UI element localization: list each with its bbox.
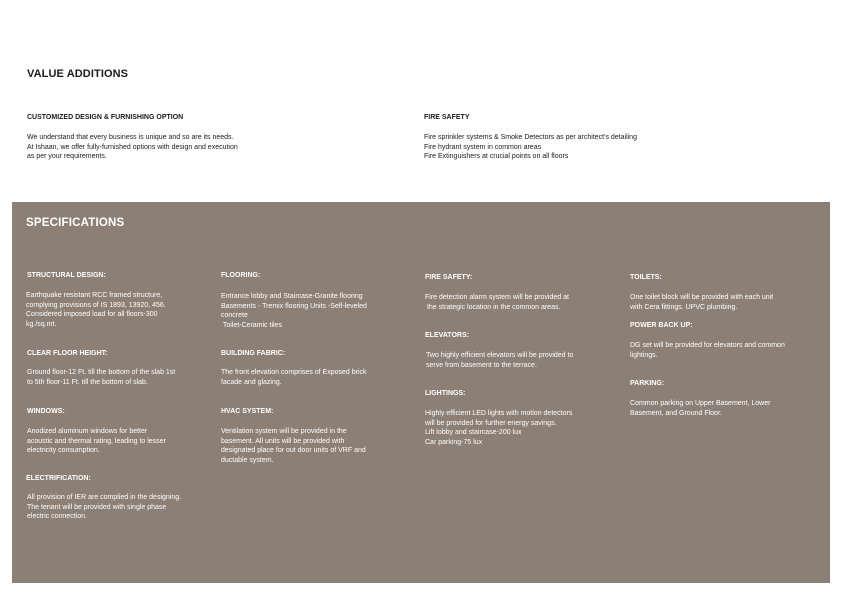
text-line: lightings. — [630, 351, 658, 359]
text-line: Two highly efficient elevators will be provided to — [426, 352, 574, 359]
text-line: Toilet-Ceramic tiles — [221, 322, 282, 330]
electrification-heading: ELECTRIFICATION: — [26, 475, 91, 482]
fire-safety-heading: FIRE SAFETY — [424, 114, 470, 121]
specifications-panel — [12, 202, 830, 583]
text-line: All provision of IER are complied in the designing. — [27, 494, 182, 501]
text-line: Fire hydrant system in common areas — [424, 143, 542, 151]
text-line: kg./sq.mt. — [26, 321, 57, 329]
text-line: electric connection. — [27, 513, 87, 521]
text-line: basement. All units will be provided with — [221, 437, 345, 445]
toilets-heading: TOILETS: — [630, 274, 662, 281]
text-line: The front elevation comprises of Exposed brick — [221, 369, 367, 376]
flooring-heading: FLOORING: — [221, 272, 261, 279]
text-line: acoustic and thermal rating, leading to lesser — [27, 437, 166, 445]
text-line: the strategic location in the common areas. — [425, 303, 561, 311]
text-line: Basements - Tremix flooring Units -Self-leveled — [221, 302, 367, 310]
text-line: One toilet block will be provided with each unit — [630, 294, 774, 301]
text-line: ductable system. — [221, 457, 274, 465]
text-line: Fire sprinkler systems & Smoke Detectors as per architect's detailing — [424, 134, 637, 141]
parking-heading: PARKING: — [630, 380, 665, 387]
elevators-text — [426, 351, 573, 370]
power-backup-heading: POWER BACK UP: — [630, 322, 693, 329]
text-line: At Ishaan, we offer fully-furnished options with design and execution — [27, 143, 238, 151]
text-line: Entrance lobby and Staircase-Granite flooring — [221, 293, 363, 300]
text-line: Fire detection alarm system will be provided at — [425, 294, 569, 301]
text-line: DG set will be provided for elevators and common — [630, 342, 785, 349]
text-line: serve from basement to the terrace. — [426, 361, 537, 369]
text-line: will be provided for further energy savings. — [425, 419, 557, 427]
text-line: electricity consumption. — [27, 447, 100, 455]
text-line: Earthquake resistant RCC framed structure, — [26, 292, 163, 299]
text-line: We understand that every business is unique and so are its needs. — [27, 134, 234, 141]
text-line: designated place for out door units of VRF and — [221, 447, 366, 455]
text-line: Car parking-75 lux — [425, 439, 483, 447]
text-line: facade and glazing. — [221, 378, 282, 386]
text-line: Ventilation system will be provided in the — [221, 428, 347, 435]
specifications-title: SPECIFICATIONS — [26, 217, 125, 229]
text-line: The tenant will be provided with single phase — [27, 503, 167, 511]
power-backup-text — [630, 341, 785, 360]
text-line: to 5th floor-11 Ft. till the bottom of slab. — [27, 378, 148, 386]
clear-floor-height-text — [27, 368, 175, 387]
flooring-text — [221, 292, 367, 331]
fire-safety-text — [424, 133, 637, 162]
customized-design-text — [27, 133, 238, 162]
fire-safety-spec-text — [425, 293, 569, 312]
text-line: Fire Extinguishers at crucial points on all floors — [424, 153, 569, 160]
text-line: Highly efficient LED lights with motion detectors — [425, 410, 573, 417]
text-line: Anodized aluminum windows for better — [27, 428, 148, 435]
fire-safety-spec-heading: FIRE SAFETY: — [425, 274, 473, 281]
lightings-text — [425, 409, 572, 448]
electrification-text — [27, 493, 181, 522]
text-line: Considered imposed load for all floors-300 — [26, 311, 158, 319]
elevators-heading: ELEVATORS: — [425, 332, 469, 339]
text-line: Ground floor-12 Ft. till the bottom of the slab 1st — [27, 369, 176, 376]
toilets-text — [630, 293, 773, 312]
text-line: complying provisions of IS 1893, 13920, 456. — [26, 301, 166, 309]
hvac-system-text — [221, 427, 366, 466]
building-fabric-heading: BUILDING FABRIC: — [221, 350, 286, 357]
value-additions-title: VALUE ADDITIONS — [27, 68, 129, 80]
customized-design-heading: CUSTOMIZED DESIGN & FURNISHING OPTION — [27, 114, 184, 121]
text-line: concrete — [221, 312, 248, 320]
text-line: Common parking on Upper Basement, Lower — [630, 400, 771, 407]
lightings-heading: LIGHTINGS: — [425, 390, 466, 397]
structural-design-text — [26, 291, 166, 330]
text-line: Basement, and Ground Floor. — [630, 409, 722, 417]
text-line: with Cera fittings. UPVC plumbing. — [630, 303, 738, 311]
text-line: as per your requirements. — [27, 153, 107, 160]
windows-text — [27, 427, 166, 456]
structural-design-heading: STRUCTURAL DESIGN: — [27, 272, 106, 279]
building-fabric-text — [221, 368, 367, 387]
windows-heading: WINDOWS: — [27, 408, 65, 415]
text-line: Lift lobby and staircase-200 lux — [425, 429, 522, 437]
clear-floor-height-heading: CLEAR FLOOR HEIGHT: — [27, 350, 108, 357]
hvac-system-heading: HVAC SYSTEM: — [221, 408, 274, 415]
parking-text — [630, 399, 770, 418]
